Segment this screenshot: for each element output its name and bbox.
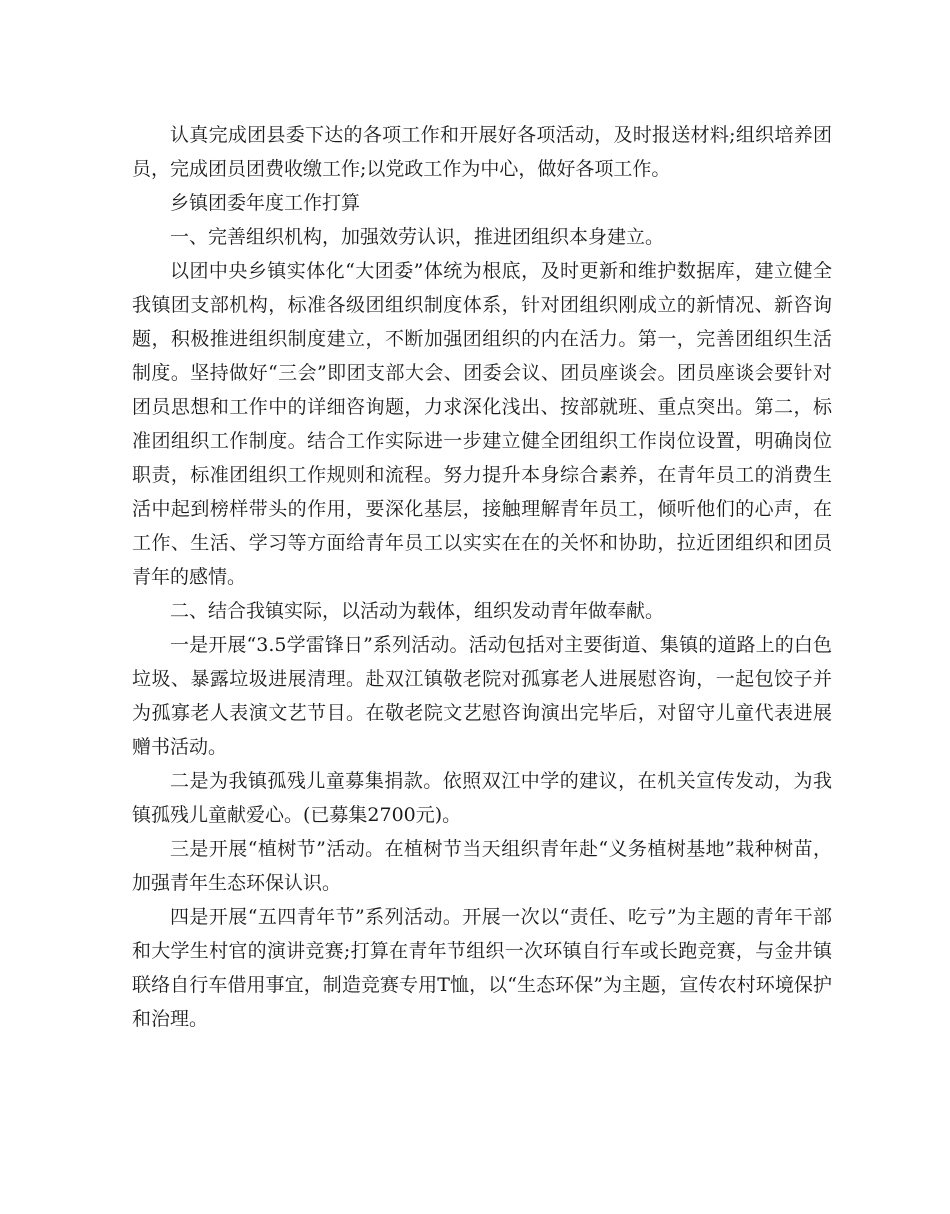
paragraph-activity-three: 三是开展“植树节”活动。在植树节当天组织青年赴“义务植树基地”栽种树苗，加强青年生态环保认识。: [132, 838, 832, 894]
document-body: [132, 118, 832, 1036]
section-title: 乡镇团委年度工作打算: [170, 192, 361, 214]
paragraph-activity-two: 二是为我镇孤残儿童募集捐款。依照双江中学的建议，在机关宣传发动，为我镇孤残儿童献爱心。(已募集2700元)。: [132, 770, 832, 826]
paragraph-activity-four: 四是开展“五四青年节”系列活动。开展一次以“责任、吃亏”为主题的青年干部和大学生村官的演讲竞赛;打算在青年节组织一次环镇自行车或长跑竞赛，与金井镇联络自行车借用事宜，制造竞赛专用T恤，以“生态环保”为主题，宣传农村环境保护和治理。: [132, 906, 832, 1030]
paragraph-continuation: 认真完成团县委下达的各项工作和开展好各项活动，及时报送材料;组织培养团员，完成团员团费收缴工作;以党政工作为中心，做好各项工作。: [132, 124, 832, 180]
paragraph-organization: 以团中央乡镇实体化“大团委”体统为根底，及时更新和维护数据库，建立健全我镇团支部机构，标准各级团组织制度体系，针对团组织刚成立的新情况、新咨询题，积极推进组织制度建立，不断加强团组织的内在活力。第一，完善团组织生活制度。坚持做好“三会”即团支部大会、团委会议、团员座谈会。团员座谈会要针对团员思想和工作中的详细咨询题，力求深化浅出、按部就班、重点突出。第二，标准团组织工作制度。结合工作实际进一步建立健全团组织工作岗位设置，明确岗位职责，标准团组织工作规则和流程。努力提升本身综合素养，在青年员工的消费生活中起到榜样带头的作用，要深化基层，接触理解青年员工，倾听他们的心声，在工作、生活、学习等方面给青年员工以实实在在的关怀和协助，拉近团组织和团员青年的感情。: [132, 260, 832, 588]
heading-one: 一、完善组织机构，加强效劳认识，推进团组织本身建立。: [170, 226, 665, 248]
paragraph-activity-one: 一是开展“3.5学雷锋日”系列活动。活动包括对主要街道、集镇的道路上的白色垃圾、暴露垃圾进展清理。赴双江镇敬老院对孤寡老人进展慰咨询，一起包饺子并为孤寡老人表演文艺节目。在敬老院文艺慰咨询演出完毕后，对留守儿童代表进展赠书活动。: [132, 634, 832, 758]
heading-two: 二、结合我镇实际，以活动为载体，组织发动青年做奉献。: [170, 600, 665, 622]
